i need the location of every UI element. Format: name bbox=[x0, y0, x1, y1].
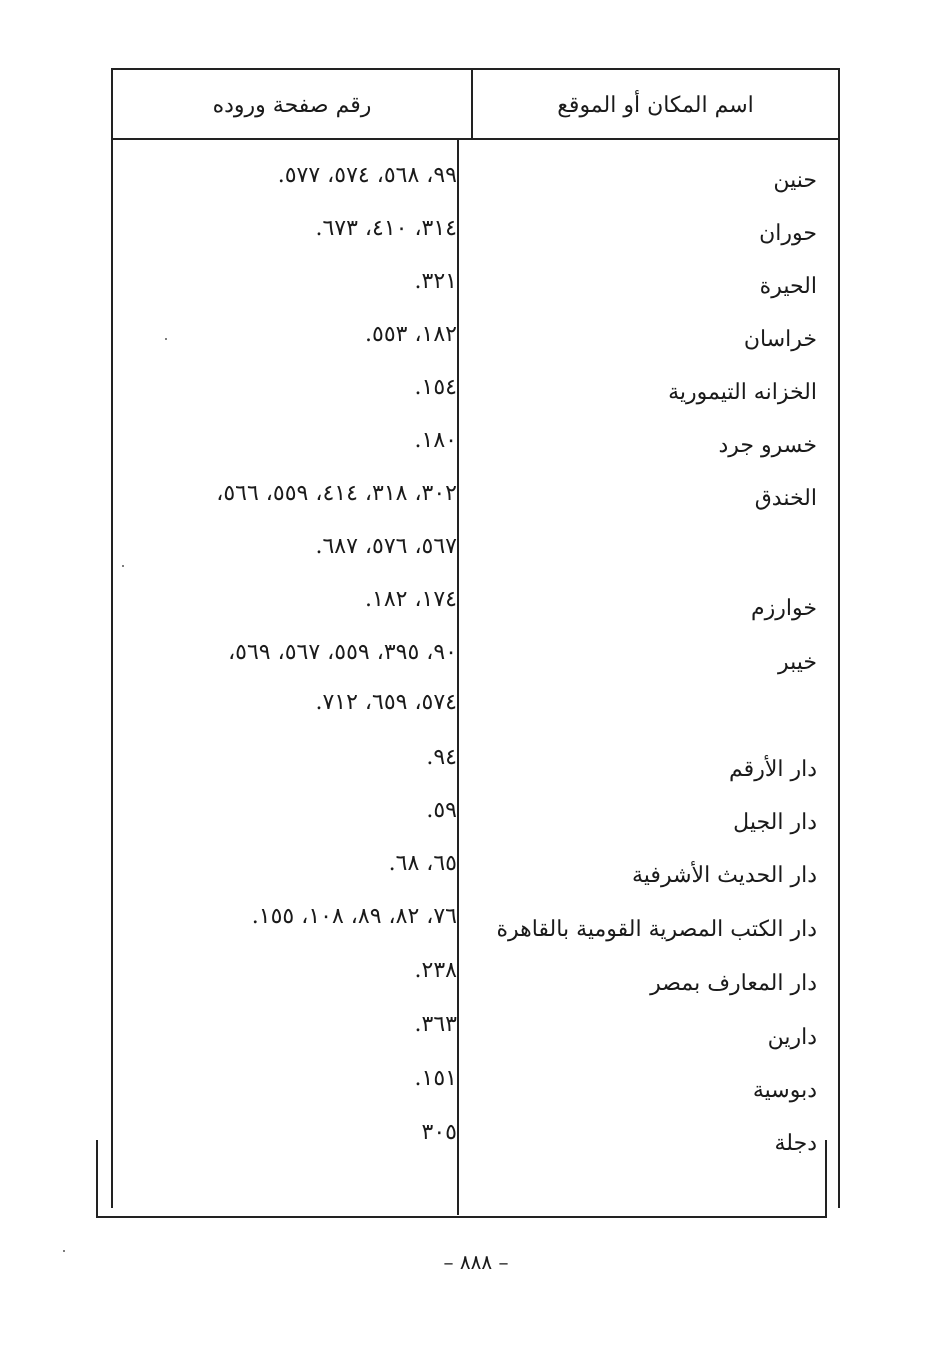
pages-cell: ٩٤. bbox=[426, 745, 457, 770]
place-cell: الخزانه التيمورية bbox=[668, 380, 817, 405]
pages-cell: ٩٩، ٥٦٨، ٥٧٤، ٥٧٧. bbox=[277, 163, 457, 188]
scan-speck bbox=[122, 565, 124, 567]
page-number: – ٨٨٨ – bbox=[443, 1250, 509, 1274]
place-cell: دار الجيل bbox=[733, 810, 817, 835]
table-frame-bottom bbox=[96, 1140, 827, 1218]
scan-speck bbox=[63, 1250, 65, 1252]
place-cell: دار الكتب المصرية القومية بالقاهرة bbox=[496, 917, 817, 942]
place-cell: دار الأرقم bbox=[729, 757, 817, 782]
pages-cell: ٣١٤، ٤١٠، ٦٧٣. bbox=[315, 216, 457, 241]
place-cell: دار الحديث الأشرفية bbox=[632, 863, 817, 888]
scan-speck bbox=[165, 338, 167, 340]
pages-cell: ٣٠٢، ٣١٨، ٤١٤، ٥٥٩، ٥٦٦، bbox=[216, 481, 457, 506]
pages-cell: ٧٦، ٨٢، ٨٩، ١٠٨، ١٥٥. bbox=[251, 904, 457, 929]
header-pages: رقم صفحة وروده bbox=[212, 92, 372, 118]
place-cell: دجلة bbox=[774, 1131, 817, 1156]
pages-cell: ١٧٤، ١٨٢. bbox=[365, 587, 457, 612]
place-cell: حوران bbox=[759, 221, 817, 246]
pages-cell: ٥٩. bbox=[426, 798, 457, 823]
place-cell: خسرو جرد bbox=[718, 433, 817, 458]
pages-cell: ٣٠٥ bbox=[421, 1120, 457, 1145]
pages-cell: ٦٥، ٦٨. bbox=[388, 851, 457, 876]
place-cell: الخندق bbox=[754, 486, 817, 511]
place-cell: دارين bbox=[767, 1025, 817, 1050]
pages-cell: ١٥١. bbox=[414, 1066, 457, 1091]
pages-cell: ١٨٢، ٥٥٣. bbox=[365, 322, 457, 347]
pages-cell: ١٥٤. bbox=[414, 375, 457, 400]
place-cell: خوارزم bbox=[751, 596, 817, 621]
pages-cell: ٣٢١. bbox=[414, 269, 457, 294]
pages-cell: ١٨٠. bbox=[414, 428, 457, 453]
place-cell: خيبر bbox=[777, 650, 817, 675]
pages-cell: ٩٠، ٣٩٥، ٥٥٩، ٥٦٧، ٥٦٩، bbox=[228, 640, 457, 665]
place-cell: الحيرة bbox=[759, 274, 817, 299]
pages-cell: ٥٧٤، ٦٥٩، ٧١٢. bbox=[315, 690, 457, 715]
place-cell: حنين bbox=[773, 168, 817, 193]
pages-cell: ٥٦٧، ٥٧٦، ٦٨٧. bbox=[315, 534, 457, 559]
place-cell: دبوسية bbox=[752, 1078, 817, 1103]
column-divider bbox=[457, 140, 459, 1215]
place-cell: دار المعارف بمصر bbox=[650, 971, 817, 996]
header-place: اسم المكان أو الموقع bbox=[557, 92, 754, 118]
table-frame bbox=[111, 68, 840, 1208]
pages-cell: ٣٦٣. bbox=[414, 1012, 457, 1037]
pages-cell: ٢٣٨. bbox=[414, 958, 457, 983]
place-cell: خراسان bbox=[743, 327, 817, 352]
